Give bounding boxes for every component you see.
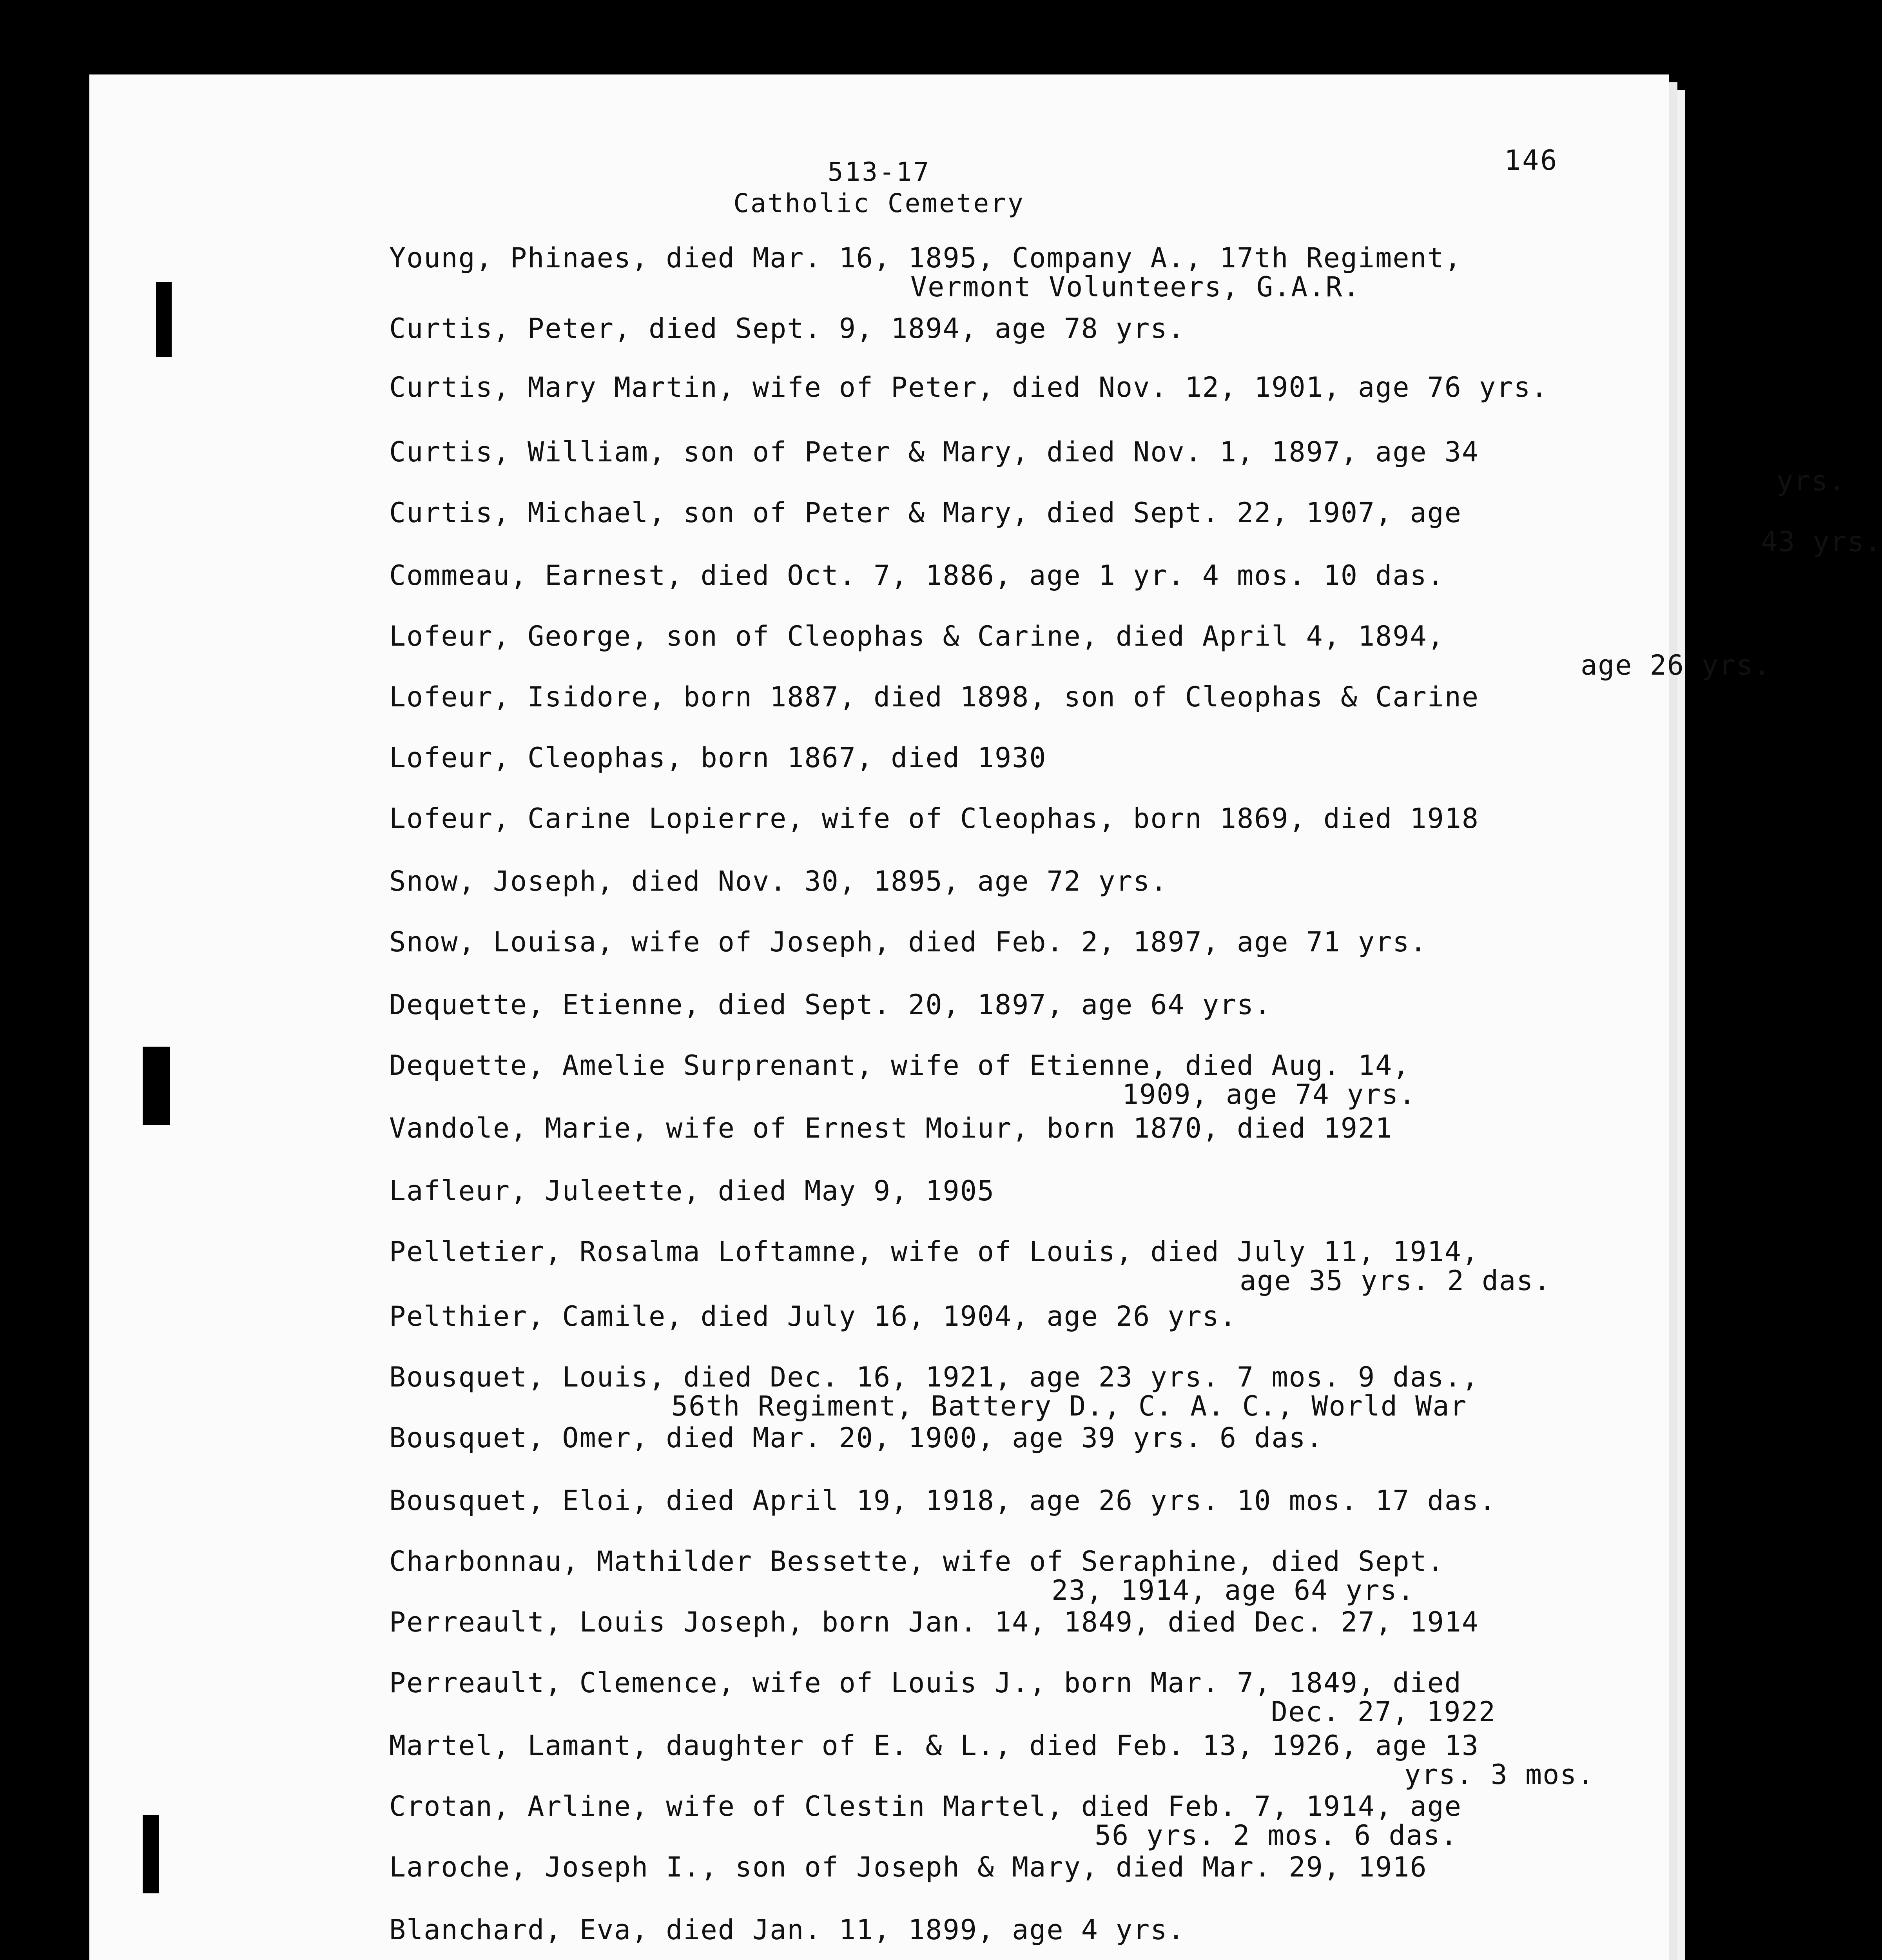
record-continuation: age 35 yrs. 2 das. — [1240, 1265, 1551, 1297]
record-line: Perreault, Louis Joseph, born Jan. 14, 1849, died Dec. 27, 1914 — [389, 1606, 1479, 1638]
record-continuation: 56th Regiment, Battery D., C. A. C., World War — [671, 1390, 1467, 1422]
burial-record — [389, 314, 1761, 343]
record-line: Blanchard, Eva, died Jan. 11, 1899, age 4 yrs. — [389, 1914, 1185, 1946]
record-line: Lofeur, Carine Lopierre, wife of Cleophas, born 1869, died 1918 — [389, 802, 1479, 835]
burial-record — [389, 1051, 1761, 1109]
record-line: Commeau, Earnest, died Oct. 7, 1886, age 1 yr. 4 mos. 10 das. — [389, 559, 1445, 592]
punch-hole-middle — [143, 1047, 170, 1125]
burial-record — [389, 927, 1761, 957]
burial-record — [389, 1607, 1761, 1637]
record-line: Perreault, Clemence, wife of Louis J., born Mar. 7, 1849, died — [389, 1667, 1462, 1699]
record-line: Bousquet, Louis, died Dec. 16, 1921, age 23 yrs. 7 mos. 9 das., — [389, 1361, 1479, 1393]
record-line: Snow, Joseph, died Nov. 30, 1895, age 72 yrs. — [389, 865, 1168, 897]
burial-record — [389, 804, 1761, 833]
record-line: Pelletier, Rosalma Loftamne, wife of Louis, died July 11, 1914, — [389, 1236, 1479, 1268]
record-line: Snow, Louisa, wife of Joseph, died Feb. 2, 1897, age 71 yrs. — [389, 926, 1427, 958]
record-continuation: Dec. 27, 1922 — [1271, 1696, 1496, 1728]
record-continuation: 56 yrs. 2 mos. 6 das. — [1095, 1819, 1458, 1851]
burial-record — [389, 497, 1882, 558]
burial-record — [389, 1852, 1761, 1882]
punch-hole-top — [156, 282, 172, 357]
record-line: Lofeur, George, son of Cleophas & Carine, died April 4, 1894, — [389, 620, 1445, 652]
burial-record — [389, 1791, 1761, 1850]
burial-record — [389, 436, 1846, 497]
record-line: Lofeur, Isidore, born 1887, died 1898, son of Cleophas & Carine — [389, 681, 1479, 713]
burial-record — [389, 990, 1761, 1020]
record-continuation: Vermont Volunteers, G.A.R. — [910, 271, 1360, 303]
burial-record — [389, 682, 1761, 712]
record-line: Bousquet, Omer, died Mar. 20, 1900, age 39 yrs. 6 das. — [389, 1422, 1324, 1454]
record-line: Crotan, Arline, wife of Clestin Martel, died Feb. 7, 1914, age — [389, 1790, 1462, 1822]
burial-record — [389, 1423, 1761, 1453]
punch-hole-bottom — [143, 1815, 159, 1893]
record-line: Curtis, William, son of Peter & Mary, died Nov. 1, 1897, age 34 — [389, 436, 1479, 468]
record-line: Vandole, Marie, wife of Ernest Moiur, born 1870, died 1921 — [389, 1112, 1393, 1144]
burial-record — [389, 620, 1771, 681]
record-line: Young, Phinaes, died Mar. 16, 1895, Company A., 17th Regiment, — [389, 242, 1462, 274]
burial-record — [389, 1301, 1761, 1331]
record-line: Lafleur, Juleette, died May 9, 1905 — [389, 1175, 995, 1207]
burial-record — [389, 1113, 1761, 1143]
record-line: Laroche, Joseph I., son of Joseph & Mary, died Mar. 29, 1916 — [389, 1851, 1427, 1883]
record-line: Bousquet, Eloi, died April 19, 1918, age 26 yrs. 10 mos. 17 das. — [389, 1485, 1497, 1517]
burial-record — [389, 561, 1761, 590]
record-continuation: yrs. 3 mos. — [1404, 1759, 1595, 1791]
page-number: 146 — [1504, 144, 1559, 176]
record-line: Lofeur, Cleophas, born 1867, died 1930 — [389, 742, 1047, 774]
burial-record — [389, 243, 1761, 302]
burial-record — [389, 1915, 1761, 1945]
record-line: Charbonnau, Mathilder Bessette, wife of Seraphine, died Sept. — [389, 1545, 1445, 1577]
burial-record — [389, 1731, 1761, 1789]
burial-record — [389, 372, 1761, 402]
record-line: Curtis, Michael, son of Peter & Mary, died Sept. 22, 1907, age — [389, 497, 1462, 529]
record-line: Dequette, Amelie Surprenant, wife of Etienne, died Aug. 14, — [389, 1049, 1410, 1082]
cemetery-title: Catholic Cemetery — [733, 188, 1025, 218]
burial-record — [389, 1546, 1761, 1605]
record-line: Dequette, Etienne, died Sept. 20, 1897, age 64 yrs. — [389, 989, 1272, 1021]
record-continuation: 1909, age 74 yrs. — [1122, 1078, 1416, 1111]
record-continuation: age 26 yrs. — [1581, 649, 1771, 681]
burial-record — [389, 1176, 1761, 1206]
burial-record — [389, 866, 1761, 896]
burial-record — [389, 1668, 1761, 1727]
record-line: Curtis, Mary Martin, wife of Peter, died Nov. 12, 1901, age 76 yrs. — [389, 371, 1548, 403]
record-line: Curtis, Peter, died Sept. 9, 1894, age 78 yrs. — [389, 312, 1185, 345]
burial-record — [389, 1486, 1761, 1515]
burial-record — [389, 1362, 1761, 1421]
burial-record — [389, 743, 1761, 773]
record-continuation: yrs. — [1777, 465, 1846, 497]
record-line: Martel, Lamant, daughter of E. & L., died Feb. 13, 1926, age 13 — [389, 1730, 1479, 1762]
document-page — [89, 74, 1882, 1960]
record-continuation: 23, 1914, age 64 yrs. — [1052, 1574, 1415, 1606]
burial-record — [389, 1237, 1761, 1296]
record-code: 513-17 — [827, 157, 931, 187]
record-continuation: 43 yrs. — [1761, 526, 1882, 558]
record-line: Pelthier, Camile, died July 16, 1904, age 26 yrs. — [389, 1300, 1237, 1332]
